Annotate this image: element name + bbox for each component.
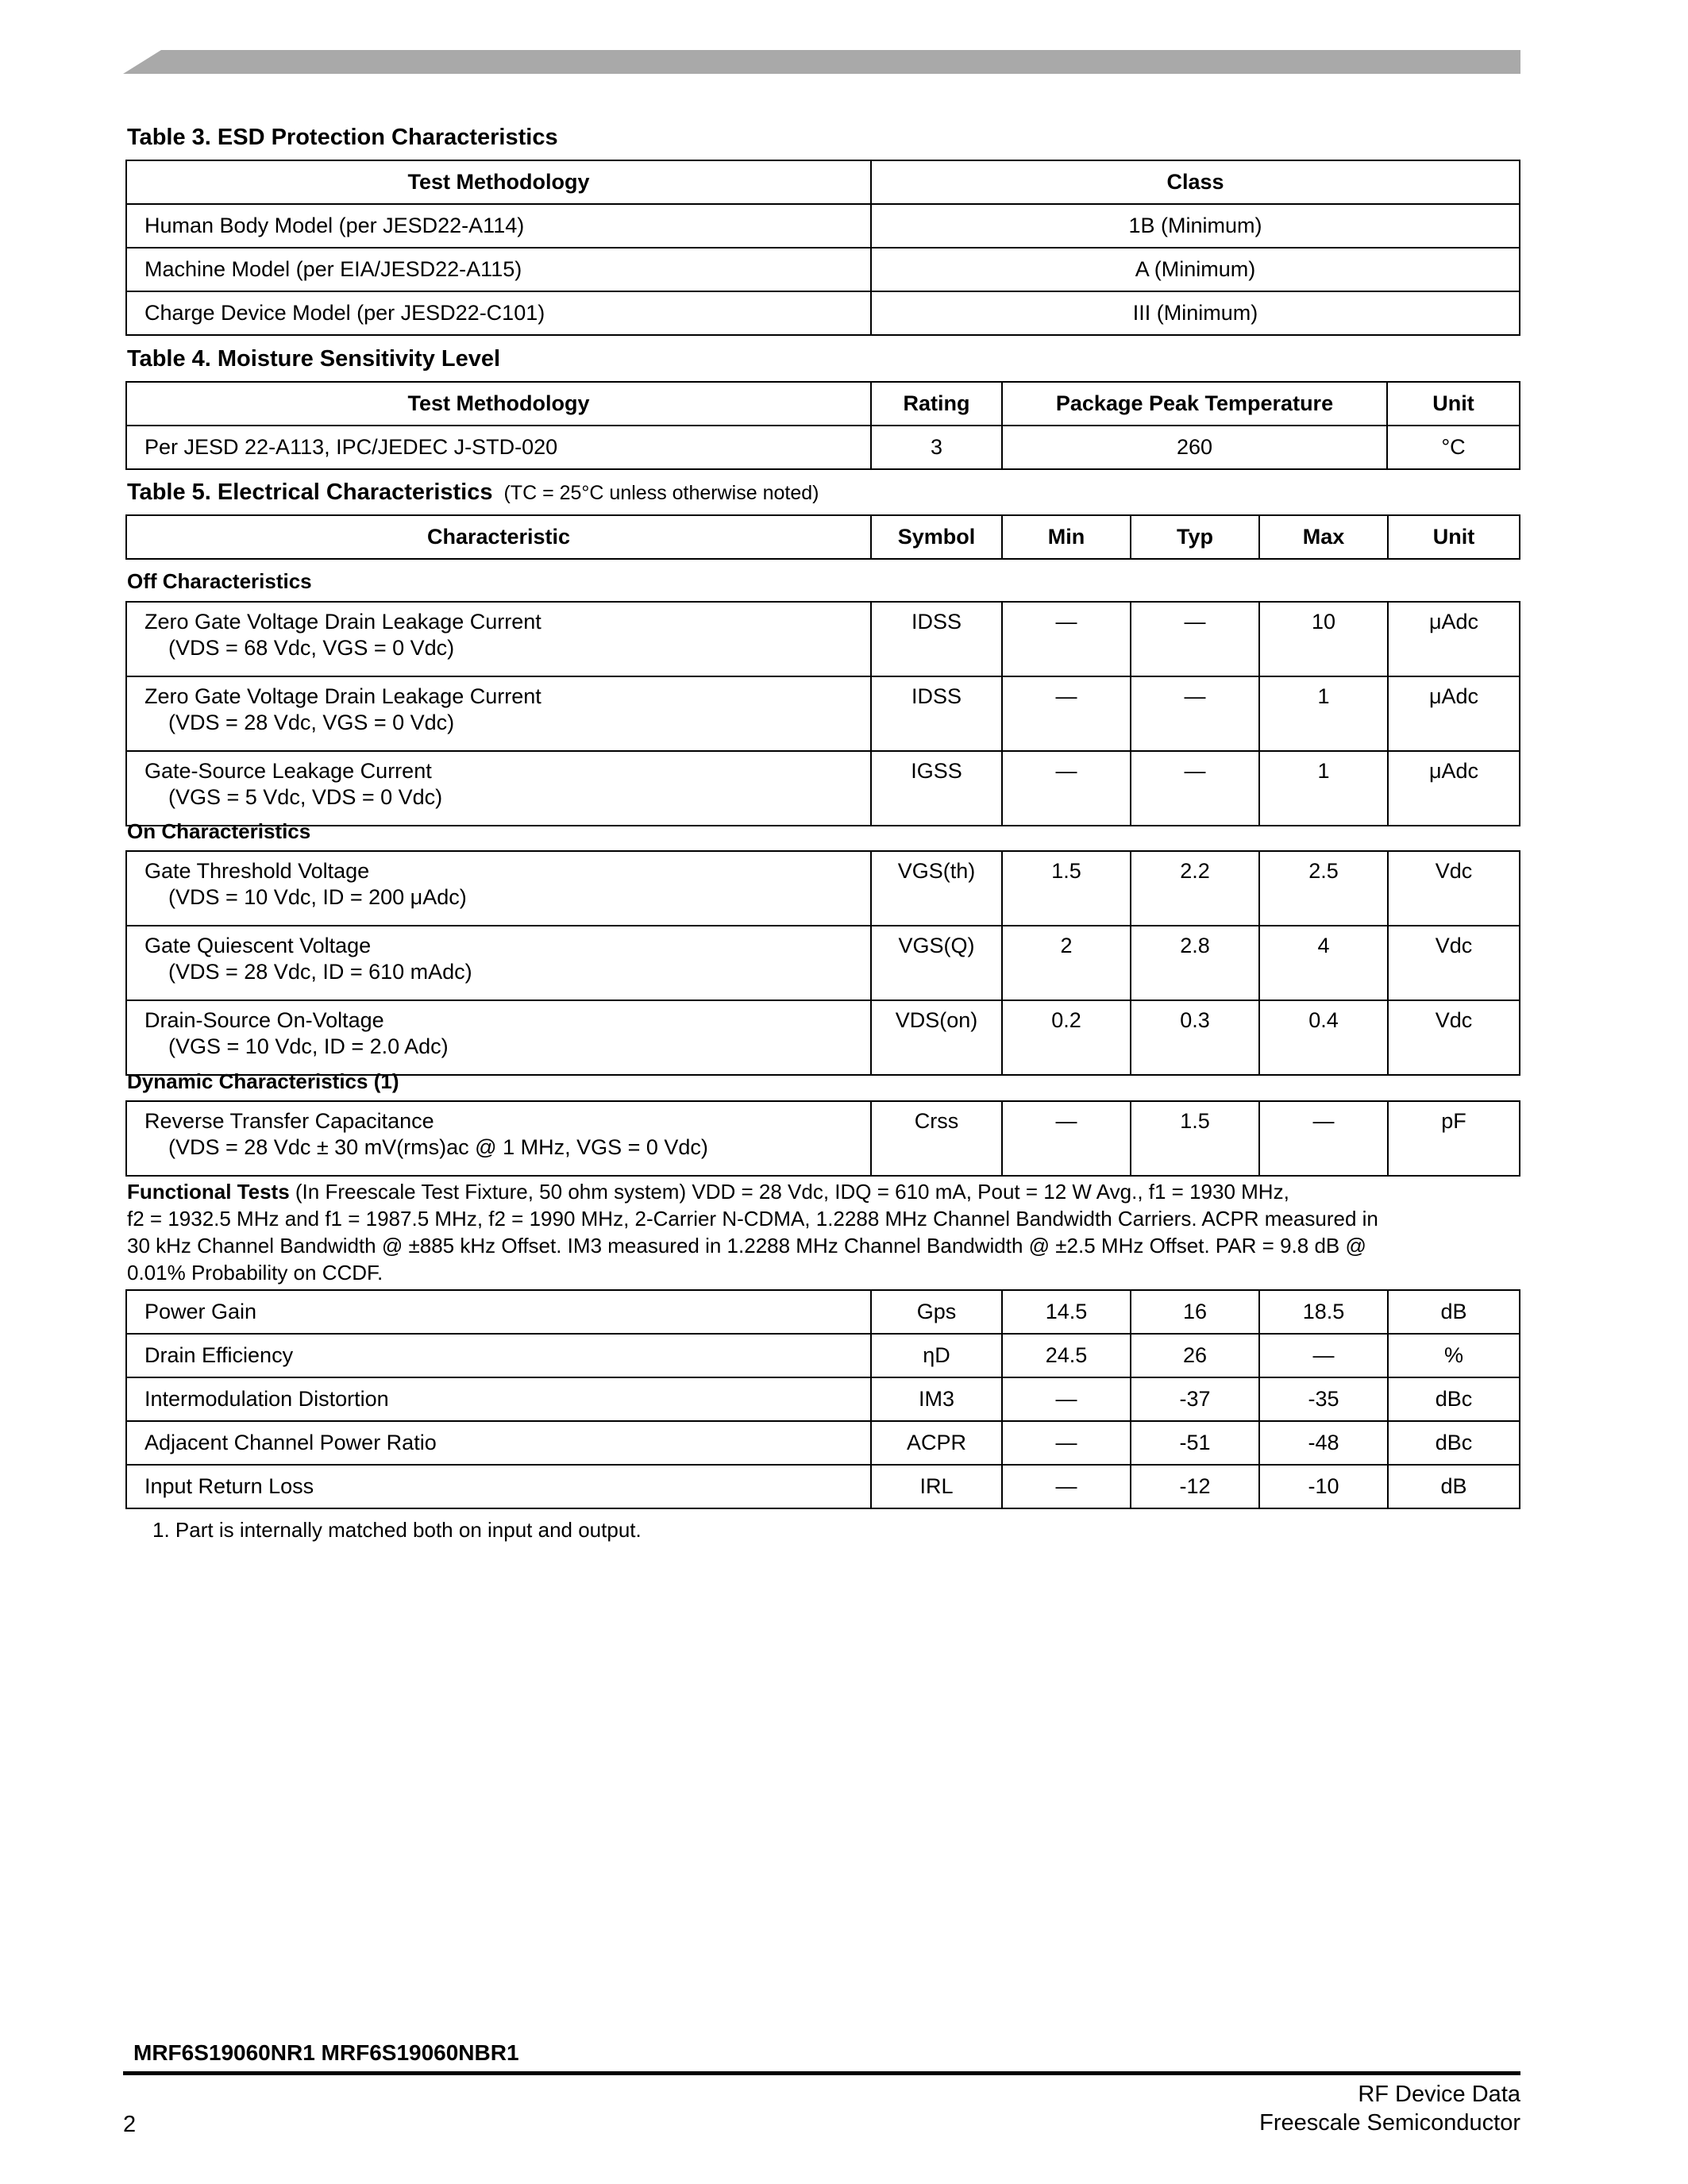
table5-header-cell: Characteristic	[126, 515, 871, 559]
page-number: 2	[123, 2112, 137, 2137]
table-cell: 24.5	[1002, 1334, 1131, 1377]
table-cell: VDS(on)	[871, 1000, 1002, 1075]
table-cell: %	[1388, 1334, 1520, 1377]
table-cell: 2.8	[1131, 926, 1259, 1000]
table-cell: III (Minimum)	[871, 291, 1520, 335]
header-bar	[123, 50, 1520, 74]
table-cell: μAdc	[1388, 751, 1520, 826]
section-title: Off Characteristics	[127, 569, 312, 593]
table5-header	[125, 514, 1520, 560]
row-condition: (VGS = 10 Vdc, ID = 2.0 Adc)	[168, 1034, 449, 1058]
table-cell: 2	[1002, 926, 1131, 1000]
table-cell: —	[1259, 1101, 1388, 1176]
functional-tests-text	[127, 1178, 1524, 1286]
functional-lead: Functional Tests	[127, 1180, 290, 1204]
table-cell: -10	[1259, 1465, 1388, 1508]
row-name: Gate Threshold Voltage	[145, 859, 370, 883]
functional-line2: f2 = 1932.5 MHz and f1 = 1987.5 MHz, f2 = 1990 MHz, 2-Carrier N-CDMA, 1.2288 MHz Channel Bandwidth Carriers. ACPR measured in	[127, 1207, 1378, 1231]
table-cell: 14.5	[1002, 1290, 1131, 1334]
table-row	[126, 1101, 1520, 1176]
table4-header: Test Methodology	[126, 382, 871, 426]
row-name: Gate-Source Leakage Current	[145, 759, 432, 783]
table-cell	[126, 676, 871, 751]
footer-rule	[123, 2071, 1520, 2075]
table-cell: Vdc	[1388, 1000, 1520, 1075]
table-cell: Per JESD 22-A113, IPC/JEDEC J-STD-020	[126, 426, 871, 469]
table-cell: -35	[1259, 1377, 1388, 1421]
table-cell: VGS(th)	[871, 851, 1002, 926]
table-cell: IDSS	[871, 602, 1002, 676]
table-cell: ηD	[871, 1334, 1002, 1377]
table-cell: 3	[871, 426, 1002, 469]
table4-header: Unit	[1387, 382, 1520, 426]
table-cell: -12	[1131, 1465, 1259, 1508]
table-cell	[126, 926, 871, 1000]
table-cell: 260	[1002, 426, 1387, 469]
row-condition: (VDS = 28 Vdc, ID = 610 mAdc)	[168, 960, 472, 984]
table5-title: Table 5. Electrical Characteristics	[127, 480, 493, 505]
table-cell: Vdc	[1388, 926, 1520, 1000]
table-row	[126, 426, 1520, 469]
footnote: 1. Part is internally matched both on input and output.	[152, 1518, 642, 1542]
table-cell: ACPR	[871, 1421, 1002, 1465]
on-characteristics-table	[125, 850, 1520, 1076]
table4-caption: Table 4. Moisture Sensitivity Level	[127, 346, 501, 372]
table-cell: dBc	[1388, 1377, 1520, 1421]
table-cell: 18.5	[1259, 1290, 1388, 1334]
table-cell: Gps	[871, 1290, 1002, 1334]
functional-line3: 30 kHz Channel Bandwidth @ ±885 kHz Offset. IM3 measured in 1.2288 MHz Channel Bandwidth @ ±2.5 MHz Offset. PAR = 9.8 dB @	[127, 1234, 1366, 1258]
table-cell: IRL	[871, 1465, 1002, 1508]
table-cell: Vdc	[1388, 851, 1520, 926]
section-title: Dynamic Characteristics (1)	[127, 1069, 399, 1093]
table-cell: —	[1002, 676, 1131, 751]
table-cell	[126, 1101, 871, 1176]
table-cell: Drain Efficiency	[126, 1334, 871, 1377]
row-condition: (VDS = 28 Vdc, VGS = 0 Vdc)	[168, 711, 455, 734]
part-numbers: MRF6S19060NR1 MRF6S19060NBR1	[133, 2040, 519, 2065]
table-cell: pF	[1388, 1101, 1520, 1176]
table5-header-cell: Max	[1259, 515, 1388, 559]
table-row	[126, 1377, 1520, 1421]
table5-header-cell: Unit	[1388, 515, 1520, 559]
row-condition: (VDS = 28 Vdc ± 30 mV(rms)ac @ 1 MHz, VGS = 0 Vdc)	[168, 1135, 708, 1159]
table-row	[126, 291, 1520, 335]
table3-caption: Table 3. ESD Protection Characteristics	[127, 125, 558, 150]
table-row	[126, 1421, 1520, 1465]
table-cell: Power Gain	[126, 1290, 871, 1334]
table3-header: Test Methodology	[126, 160, 871, 204]
table4-header: Rating	[871, 382, 1002, 426]
table-cell: —	[1002, 602, 1131, 676]
table-cell: 1B (Minimum)	[871, 204, 1520, 248]
table4	[125, 381, 1520, 470]
table-cell: Charge Device Model (per JESD22-C101)	[126, 291, 871, 335]
table5-caption	[127, 480, 819, 506]
table-cell: IM3	[871, 1377, 1002, 1421]
functional-line1: (In Freescale Test Fixture, 50 ohm system) VDD = 28 Vdc, IDQ = 610 mA, Pout = 12 W Avg., f1 = 1930 MHz,	[295, 1180, 1289, 1204]
functional-line4: 0.01% Probability on CCDF.	[127, 1261, 383, 1285]
table-row	[126, 676, 1520, 751]
table-cell: -51	[1131, 1421, 1259, 1465]
table3	[125, 160, 1520, 336]
row-name: Zero Gate Voltage Drain Leakage Current	[145, 684, 541, 708]
table-cell: 1	[1259, 751, 1388, 826]
table-cell: —	[1131, 676, 1259, 751]
table-cell: 26	[1131, 1334, 1259, 1377]
table-cell: dBc	[1388, 1421, 1520, 1465]
table-cell: 2.5	[1259, 851, 1388, 926]
table-cell: —	[1002, 1421, 1131, 1465]
table-cell: μAdc	[1388, 602, 1520, 676]
table-cell: Crss	[871, 1101, 1002, 1176]
table-row	[126, 1290, 1520, 1334]
table-row	[126, 851, 1520, 926]
table-cell: 10	[1259, 602, 1388, 676]
table-cell: 1.5	[1131, 1101, 1259, 1176]
table-cell: —	[1002, 1101, 1131, 1176]
table3-header: Class	[871, 160, 1520, 204]
table-cell	[126, 1000, 871, 1075]
table-cell: —	[1002, 1465, 1131, 1508]
table-row	[126, 1465, 1520, 1508]
table-cell: Machine Model (per EIA/JESD22-A115)	[126, 248, 871, 291]
table5-header-cell: Symbol	[871, 515, 1002, 559]
table-row	[126, 926, 1520, 1000]
table-row	[126, 204, 1520, 248]
table-cell: 1.5	[1002, 851, 1131, 926]
row-name: Drain-Source On-Voltage	[145, 1008, 384, 1032]
table-cell: —	[1131, 751, 1259, 826]
table-cell: —	[1002, 1377, 1131, 1421]
footer-doc-title: RF Device Data	[1358, 2082, 1520, 2107]
table-cell: -37	[1131, 1377, 1259, 1421]
table-cell: 1	[1259, 676, 1388, 751]
off-characteristics-table	[125, 601, 1520, 826]
table-cell: Human Body Model (per JESD22-A114)	[126, 204, 871, 248]
table-cell: μAdc	[1388, 676, 1520, 751]
row-condition: (VDS = 10 Vdc, ID = 200 μAdc)	[168, 885, 467, 909]
table-cell: IGSS	[871, 751, 1002, 826]
footer-company: Freescale Semiconductor	[1259, 2110, 1520, 2136]
table5-header-cell: Min	[1002, 515, 1131, 559]
table-row	[126, 248, 1520, 291]
table-cell: 2.2	[1131, 851, 1259, 926]
table-cell: —	[1259, 1334, 1388, 1377]
table-cell: 0.3	[1131, 1000, 1259, 1075]
table-cell: —	[1131, 602, 1259, 676]
row-condition: (VGS = 5 Vdc, VDS = 0 Vdc)	[168, 785, 443, 809]
table-cell: -48	[1259, 1421, 1388, 1465]
dynamic-characteristics-table	[125, 1100, 1520, 1177]
table-cell: A (Minimum)	[871, 248, 1520, 291]
table-cell: 0.2	[1002, 1000, 1131, 1075]
functional-tests-table	[125, 1289, 1520, 1509]
table-cell: Intermodulation Distortion	[126, 1377, 871, 1421]
table-row	[126, 1000, 1520, 1075]
table-cell: 4	[1259, 926, 1388, 1000]
table-cell: °C	[1387, 426, 1520, 469]
table5-header-cell: Typ	[1131, 515, 1259, 559]
table-cell: VGS(Q)	[871, 926, 1002, 1000]
table-cell: Input Return Loss	[126, 1465, 871, 1508]
row-name: Reverse Transfer Capacitance	[145, 1109, 434, 1133]
table-cell	[126, 751, 871, 826]
table-cell: Adjacent Channel Power Ratio	[126, 1421, 871, 1465]
table-row	[126, 1334, 1520, 1377]
table-cell: 16	[1131, 1290, 1259, 1334]
table-cell	[126, 602, 871, 676]
row-name: Gate Quiescent Voltage	[145, 934, 372, 957]
row-name: Zero Gate Voltage Drain Leakage Current	[145, 610, 541, 634]
table-cell: dB	[1388, 1465, 1520, 1508]
functional-line	[127, 1178, 1524, 1205]
table-row	[126, 602, 1520, 676]
table5-note: (TC = 25°C unless otherwise noted)	[503, 482, 819, 504]
table-cell	[126, 851, 871, 926]
table4-header: Package Peak Temperature	[1002, 382, 1387, 426]
table-row	[126, 751, 1520, 826]
table-cell: IDSS	[871, 676, 1002, 751]
table-cell: —	[1002, 751, 1131, 826]
row-condition: (VDS = 68 Vdc, VGS = 0 Vdc)	[168, 636, 455, 660]
section-title: On Characteristics	[127, 819, 311, 843]
table-cell: dB	[1388, 1290, 1520, 1334]
table-cell: 0.4	[1259, 1000, 1388, 1075]
